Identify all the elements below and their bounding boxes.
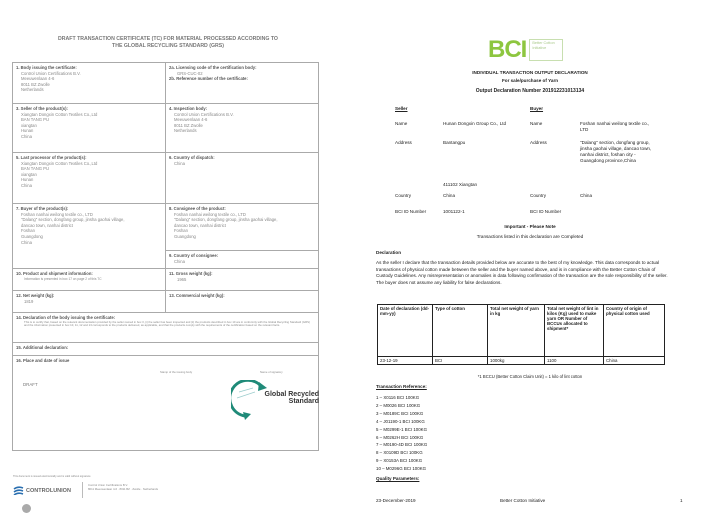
grs-logo-text: Global Recycled Standard [264,391,319,405]
buyer-address: "Dalang" section, dongfang group, jinsha gaohai village, dancao town, nanhai district, foshan city - Guangdong province,China [580,140,652,163]
column-header: Date of declaration (dd-mm-yy) [378,305,433,357]
footer-date: 23-December-2019 [376,498,416,503]
line: xiangtan [21,171,37,177]
bci-logo [488,36,563,64]
list-item: 7 – M0190-4D BCI 100KG [376,442,428,448]
cell-yarn-weight: 1000kg [488,357,545,365]
cell-country: China [604,357,665,365]
label: 2a. Licensing code of the certification body: [169,65,257,70]
footer-organization: Better Cotton Initiative [500,498,546,503]
label: 7. Buyer of the product(s): [16,206,69,211]
line: BAN TANG PU [21,166,49,172]
bci-logo-text: BCI [488,36,527,63]
box-8 [165,203,319,251]
value: This is to certify that, based on the relevant documentation provided by the seller named in box 3, (i) the seller has been inspected and (ii) the products described in box 10 are in conformity with the Global Recycling Standard (GRS) and the information presented in box 10, 11, 12 and 13 corresponds to the products delivered, as applicable, and that the products comply with the requirements of the certification based on the relevant facts. [24,320,310,328]
box-10 [12,268,166,291]
seller-country: China [443,193,456,198]
line: 8011 BZ Zwolle [174,122,203,128]
box-6 [165,152,319,204]
brand-name: CONTROLUNION [26,487,71,494]
list-item: 8 – X0109D BCI 100KG [376,450,423,456]
list-item: 4 – J01190-1 BCI 100KG [376,418,425,424]
line: "Dalang" section, dongfang group, jinsha gaohai village, [21,217,125,223]
line: Xiangtan Dongxin Cotton Textiles Co.,Ltd [21,111,98,117]
cell-date: 23-12-19 [378,357,433,365]
box-16 [12,355,319,451]
grs-logo [231,380,321,420]
line: Hunan [21,128,34,134]
value: GRS-CUC-02 [177,70,203,76]
column-header: Total net weight of lint in kilos (Kg) used to make yarn OR Number of BCCUs allocated to shipment* [545,305,604,357]
buyer-name-label: Name [530,121,543,126]
label: 12. Net weight (kg): [16,293,55,298]
declaration-heading: Declaration [376,250,402,255]
column-header: Country of origin of physical cotton used [604,305,665,357]
line: Netherlands [21,87,44,93]
declaration-text: As the seller I declare that the transaction details provided below are accurate to the best of my knowledge. This data corresponds to actual transactions of physical cotton made between the seller and the buyer named above, and is in compliance with the Better Cotton Chain of Custody Guidelines. Any misrepresentation or anomalies in data following confirmation of the transaction are the sole responsibility of the seller. The buyer does not assume any liability for false declarations. [376,260,668,285]
list-item: 1 – X0116 BCI 100KG [376,395,420,400]
label: 11. Gross weight (kg): [169,271,213,276]
seller-zip: 411102 Xiangtan [443,182,478,187]
footer-address-1: Control Union Certifications B.V. [88,483,128,487]
line: China [21,133,32,139]
line: Hunan [21,177,34,183]
table-row [378,357,665,365]
list-item: 6 – M0262H BCI 100KG [376,434,424,440]
declaration-number: Output Declaration Number 201912231013134 [475,88,585,94]
bci-logo-sub: Better Cotton Initiative [529,39,563,61]
line: BAN TANG PU [21,117,49,123]
column-header: Type of cotton [433,305,488,357]
box-14 [12,312,319,343]
seller-name: Hunan Dongxin Group Co., Ltd [443,121,507,126]
list-item: 9 – X0153A BCI 100KG [376,458,423,464]
label: 15. Additional declaration: [16,345,69,350]
value: 1819 [24,298,34,304]
bccu-footnote: *1 BCCU (Better Cotton Claim Unit) = 1 kilo of lint cotton [477,374,583,379]
list-item: 5 – M0299E-1 BCI 100KG [376,426,428,432]
seller-address: Bantangpu [443,140,466,145]
box-1 [12,62,166,104]
column-header: Total net weight of yarn in kg [488,305,545,357]
buyer-address-label: Address [530,140,547,145]
line: Foshan [174,228,188,234]
box-3 [12,103,166,153]
line: dancao town, nanhai district [174,222,226,228]
line: dancao town, nanhai district [21,222,73,228]
doc-subtitle: For sale/purchase of Yarn [501,78,559,83]
line: Xiangtan Dongxin Cotton Textiles Co.,Ltd [21,160,98,166]
label: 4. Inspection body: [169,106,208,111]
box-13 [165,290,319,313]
draft-label: DRAFT [23,382,38,387]
line: China [21,239,32,245]
grs-title-1: DRAFT TRANSACTION CERTIFICATE (TC) FOR MATERIAL PROCESSED ACCORDING TO [58,36,278,42]
line: 8011 BZ Zwolle [21,81,50,87]
line: Netherlands [174,128,197,134]
label: 1. Body issuing the certificate: [16,65,77,70]
box-7 [12,203,166,269]
line: Foshan [21,228,35,234]
cell-type: BCI [433,357,488,365]
controlunion-icon [13,486,24,495]
buyer-id-label: BCI ID Number [530,209,562,214]
label: 2b. Reference number of the certificate: [169,76,248,82]
seller-id-label: BCI ID Number [395,209,427,214]
table-header-row [378,305,665,357]
box-9 [165,250,319,269]
box-4 [165,103,319,153]
value: China [174,160,185,166]
line: Control Union Certifications B.V. [21,70,81,76]
page-number: 1 [680,498,683,503]
controlunion-logo [13,486,71,495]
transaction-table [377,304,665,365]
label: 8. Consignee of the product: [169,206,226,211]
seller-name-label: Name [395,121,408,126]
label: 5. Last processor of the product(s): [16,155,87,160]
line: Control Union Certifications B.V. [174,111,234,117]
label: 14. Declaration of the body issuing the certificate: [16,315,116,320]
seller-address-label: Address [395,140,412,145]
buyer-country: China [580,193,593,198]
box-11 [165,268,319,291]
value: China [174,258,185,264]
line: China [21,182,32,188]
label: 3. Seller of the product(s): [16,106,68,111]
grs-title-2: THE GLOBAL RECYCLING STANDARD (GRS) [112,43,224,49]
label: 13. Commercial weight (kg): [169,293,225,298]
label: 16. Place and date of issue [16,358,70,363]
seller-id: 1001122-1 [443,209,465,214]
quality-parameters-heading: Quality Parameters: [376,476,420,481]
line: Meeuwenlaan 4-6 [21,76,55,82]
label: 6. Country of dispatch: [169,155,215,160]
buyer-name: Foshan nanhai weilong textile co., LTD [580,121,650,132]
value: Information is presented in box 17 on page 2 of this TC [24,276,102,281]
line: xiangtan [21,122,37,128]
footer-address-2: 8011 Meeuwenlaan 4-6 · 8011 BZ · Zwolle · Netherlands [88,487,159,491]
buyer-country-label: Country [530,193,547,198]
signatory-label: Name of signatory [260,370,283,374]
box-5 [12,152,166,204]
label: 10. Product and shipment information: [16,271,93,276]
line: "Dalang" section, dongfang group, jinsha gaohai village, [174,217,278,223]
value: 1965 [177,276,187,282]
footer-note: This document is issued electronically and is valid without signature [13,475,91,478]
line: Meeuwenlaan 4-6 [174,117,208,123]
line: Foshan nanhai weilong textile co., LTD [21,211,93,217]
transaction-reference-heading: Transaction Reference: [376,384,427,389]
list-item: 2 – M0026 BCI 100KG [376,402,421,408]
seller-heading: Seller [395,106,408,111]
line: Guangdong [174,233,196,239]
seller-country-label: Country [395,193,412,198]
scroll-indicator[interactable] [22,504,31,513]
line: Foshan nanhai weilong textile co., LTD [174,211,246,217]
doc-title: INDIVIDUAL TRANSACTION OUTPUT DECLARATION [472,70,588,75]
box-15 [12,342,319,356]
box-12 [12,290,166,313]
label: 9. Country of consignee: [169,253,219,258]
list-item: 10 – M0296G BCI 100KG [376,466,427,472]
completed-note: Transactions listed in this declaration are Completed [476,234,584,239]
buyer-heading: Buyer [530,106,544,111]
stamp-label: Stamp of the issuing body [160,370,193,374]
box-2 [165,62,319,104]
line: Guangdong [21,233,43,239]
transaction-reference-list [376,394,427,473]
cell-lint-weight: 1100 [545,357,604,365]
important-note: Important - Please Note [504,224,556,229]
list-item: 3 – M0189C BCI 100KG [376,410,424,416]
